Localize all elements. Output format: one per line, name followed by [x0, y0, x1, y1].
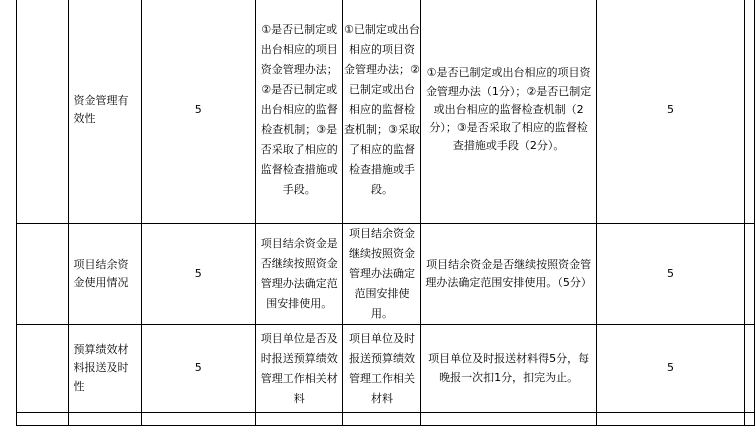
score-cell: [596, 413, 744, 426]
criteria-cell: 项目结余资金是否继续按照资金管理办法确定范围安排使用。（5分）: [421, 224, 596, 325]
indicator-cell: 预算绩效材料报送及时性: [69, 325, 141, 413]
category-cell: [17, 224, 69, 325]
indicator-cell: 资金管理有效性: [69, 0, 141, 224]
content-cell: 项目结余资金是否继续按照资金管理办法确定范围安排使用。: [255, 224, 343, 325]
criteria-cell: ①是否已制定或出台相应的项目资金管理办法（1分）；②是否已制定或出台相应的监督检查机制（2分）；③是否采取了相应的监督检查措施或手段（2分）。: [421, 0, 596, 224]
edge-cell: [745, 0, 755, 224]
category-cell: [17, 0, 69, 224]
edge-cell: [745, 224, 755, 325]
edge-cell: [745, 325, 755, 413]
content2-cell: 项目单位及时报送预算绩效管理工作相关材料: [343, 325, 421, 413]
weight-cell: 5: [141, 0, 255, 224]
table-row: [17, 0, 755, 224]
weight-cell: 5: [141, 325, 255, 413]
table-row: [17, 413, 755, 426]
content2-cell: [343, 413, 421, 426]
indicator-cell: [69, 413, 141, 426]
content2-cell: 项目结余资金继续按照资金管理办法确定范围安排使用。: [343, 224, 421, 325]
weight-cell: [141, 413, 255, 426]
content-cell: 项目单位是否及时报送预算绩效管理工作相关材料: [255, 325, 343, 413]
indicator-cell: 项目结余资金使用情况: [69, 224, 141, 325]
table-row: [17, 224, 755, 325]
table-row: [17, 325, 755, 413]
category-cell: [17, 325, 69, 413]
weight-cell: 5: [141, 224, 255, 325]
criteria-cell: 项目单位及时报送材料得5分，每晚报一次扣1分，扣完为止。: [421, 325, 596, 413]
edge-cell: [745, 413, 755, 426]
content-cell: [255, 413, 343, 426]
category-cell: [17, 413, 69, 426]
score-cell: 5: [596, 325, 744, 413]
content2-cell: ①已制定或出台相应的项目资金管理办法；②已制定或出台相应的监督检查机制；③采取了相应的监督检查措施或手段。: [343, 0, 421, 224]
evaluation-table: [16, 0, 755, 426]
criteria-cell: [421, 413, 596, 426]
score-cell: 5: [596, 224, 744, 325]
content-cell: ①是否已制定或出台相应的项目资金管理办法；②是否已制定或出台相应的监督检查机制；③是否采取了相应的监督检查措施或手段。: [255, 0, 343, 224]
score-cell: 5: [596, 0, 744, 224]
